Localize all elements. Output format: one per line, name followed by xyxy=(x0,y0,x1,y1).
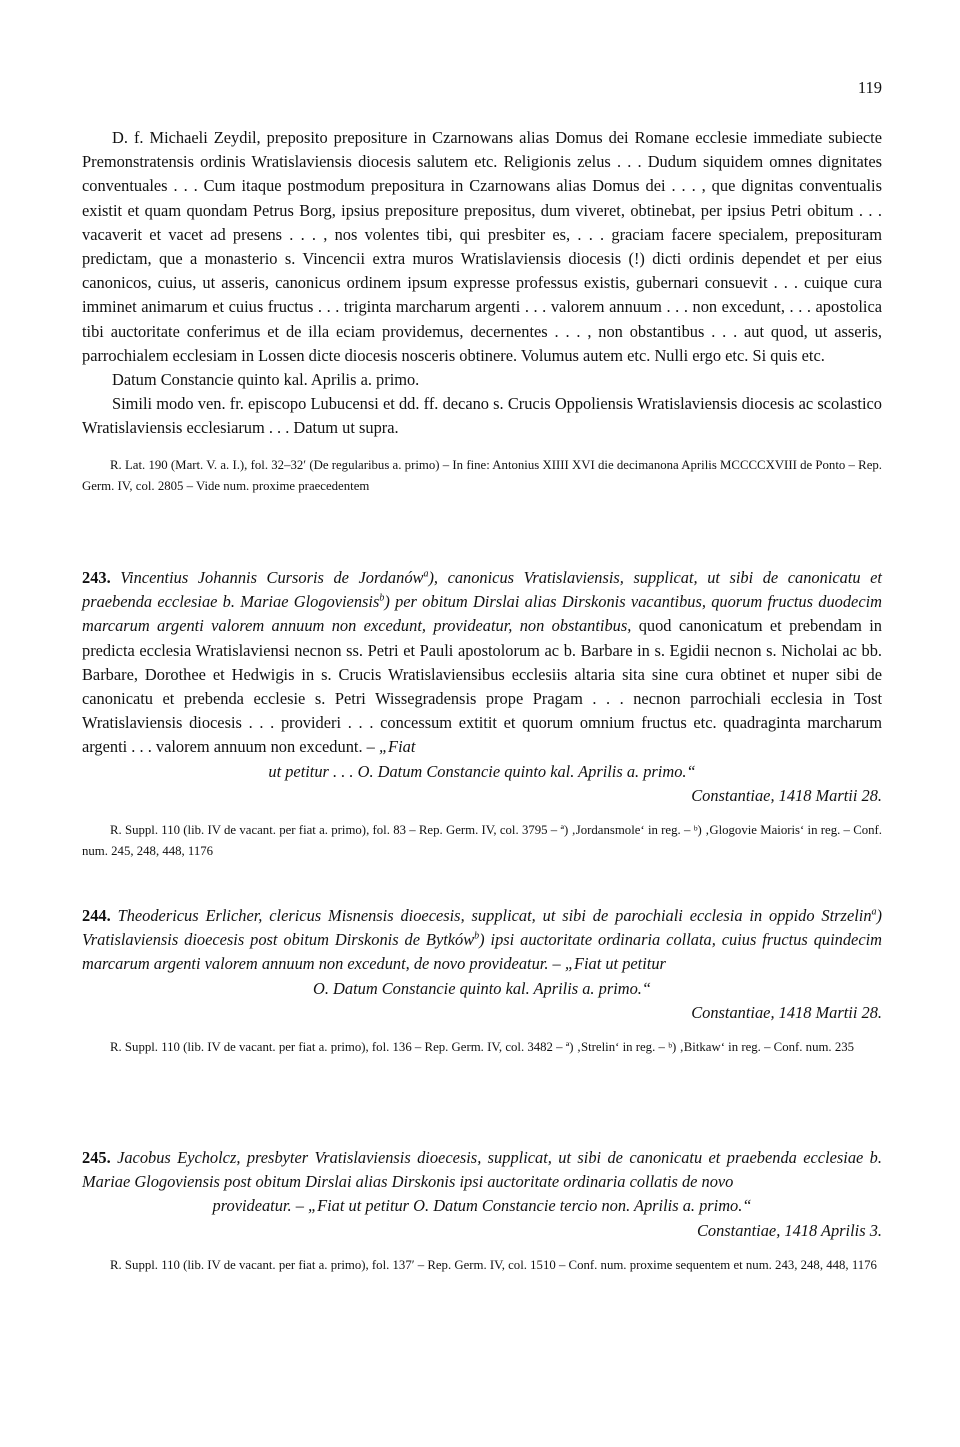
entry-number: 245. xyxy=(82,1148,111,1167)
entry-text: 244. Theodericus Erlicher, clericus Misnensis dioecesis, supplicat, ut sibi de parochiali ecclesia in oppido Strzelin$^a$) Vratislaviensis dioecesis post obitum Dirskonis de Bytków$^b$) ipsi auctoritate ordinaria collata, cuius fructus quindecim marcarum argenti valorem annuum non excedunt, de novo provideatur. – „Fiat ut petitur xyxy=(82,906,882,974)
letter-text: D. f. Michaeli Zeydil, preposito prepositure in Czarnowans alias Domus dei Romane ecclesie immediate subiecte Premonstratensis ordinis Wratislaviensis diocesis salutem etc. Religionis zelus . . . Dudum siquidem omnes dignitates conventuales . . . Cum itaque postmodum prepositura in Czarnowans alias Domus dei . . . , que dignitas conventualis existit et quam quondam Petrus Borg, ipsius prepositure prepositus, dum viveret, obtinebat, per ipsius Petri obitum . . . vacaverit et vacet ad presens . . . , nos volentes tibi, qui presbiter es, . . . graciam facere specialem, preposituram predictam, que a monasterio s. Vincencii extra muros Wratislaviensis diocesis (!) dicti ordinis dependet et per eius canonicos, cuius, ut asseris, canonicus ordinem ipsum expresse professus existis, gubernari consuevit . . . cuique cura imminet animarum et cuius fructus . . . triginta marcharum argenti . . . valorem annuum . . . non excedunt, . . . apostolica tibi auctoritate conferimus et de illa eciam providemus, decernentes . . . , non obstantibus . . . aut quod, ut asseris, parrochialem ecclesiam in Lossen dicte diocesis nosceris obtinere. Volumus autem etc. Nulli ergo etc. Si quis etc. xyxy=(82,128,882,365)
entry-text: 245. Jacobus Eycholcz, presbyter Vratislaviensis dioecesis, supplicat, ut sibi de canonicatu et praebenda ecclesiae b. Mariae Glogoviensis post obitum Dirslai alias Dirskonis ipsi auctoritate ordinaria collatis de novo xyxy=(82,1148,882,1192)
page-number: 119 xyxy=(857,78,882,97)
entry-number: 244. xyxy=(82,906,111,925)
fiat-line: ut petitur . . . O. Datum Constancie quinto kal. Aprilis a. primo.“ xyxy=(268,761,696,781)
dateline: Constantiae, 1418 Martii 28. xyxy=(691,785,882,805)
fiat-line: O. Datum Constancie quinto kal. Aprilis a. primo.“ xyxy=(313,978,651,998)
dateline: Constantiae, 1418 Aprilis 3. xyxy=(696,1220,882,1240)
document-page xyxy=(82,0,882,1447)
entry-number: 243. xyxy=(82,568,111,587)
entry-242-continuation xyxy=(82,126,882,497)
dateline: Constantiae, 1418 Martii 28. xyxy=(691,1002,882,1022)
source-note: R. Suppl. 110 (lib. IV de vacant. per fiat a. primo), fol. 136 – Rep. Germ. IV, col. 3482 – ª) ‚Strelin‘ in reg. – ᵇ) ‚Bitkaw‘ in reg. – Conf. num. 235 xyxy=(110,1040,855,1055)
entry-245 xyxy=(82,1146,882,1276)
source-note: R. Suppl. 110 (lib. IV de vacant. per fiat a. primo), fol. 83 – Rep. Germ. IV, col. 3795 – ª) ‚Jordansmole‘ in reg. – ᵇ) ‚Glogovie Maioris‘ in reg. – Conf. num. 245, 248, 448, 1176 xyxy=(82,823,882,859)
datum-line: Datum Constancie quinto kal. Aprilis a. primo. xyxy=(112,370,420,390)
fiat-line: provideatur. – „Fiat ut petitur O. Datum Constancie tercio non. Aprilis a. primo.“ xyxy=(212,1196,752,1216)
source-note: R. Suppl. 110 (lib. IV de vacant. per fiat a. primo), fol. 137′ – Rep. Germ. IV, col. 1510 – Conf. num. proxime sequentem et num. 243, 248, 448, 1176 xyxy=(110,1257,877,1272)
entry-text: 243. Vincentius Johannis Cursoris de Jordanów$^a$), canonicus Vratislaviensis, supplicat, ut sibi de canonicatu et praebenda ecclesiae b. Mariae Glogoviensis$^b$) per obitum Dirslai alias Dirskonis vacantibus, quorum fructus duodecim marcarum argenti valorem annuum non excedunt, provideatur, non obstantibus, quod canonicatum et prebendam in predicta ecclesia Wratislaviensi necnon ss. Petri et Pauli apostolorum ac b. Barbare in s. Egidii necnon s. Nicholai ac bb. Barbare, Dorothee et Hedwigis in s. Crucis Wratislaviensibus ecclesiis altaria sita sine cura obtinet et nuper sibi de canonicatu et prebenda ecclesie s. Petri Wissegradensis prope Pragam . . . necnon parrochiali ecclesia in Tost Wratislaviensis diocesis . . . provideri . . . concessum extitit et quorum omnium fructus etc. quadraginta marcharum argenti . . . valorem annuum non excedunt. – „Fiat xyxy=(82,568,882,757)
entry-244 xyxy=(82,904,882,1058)
entry-243 xyxy=(82,566,882,862)
source-note: R. Lat. 190 (Mart. V. a. I.), fol. 32–32′ (De regularibus a. primo) – In fine: Antonius XIIII XVI die decimanona Aprilis MCCCCXVIII de Ponto – Rep. Germ. IV, col. 2805 – Vide num. proxime praecedentem xyxy=(82,457,882,493)
simili-modo-text: Simili modo ven. fr. episcopo Lubucensi et dd. ff. decano s. Crucis Oppoliensis Wratislaviensis diocesis ac scolastico Wratislaviensis ecclesiarum . . . Datum ut supra. xyxy=(82,394,882,438)
